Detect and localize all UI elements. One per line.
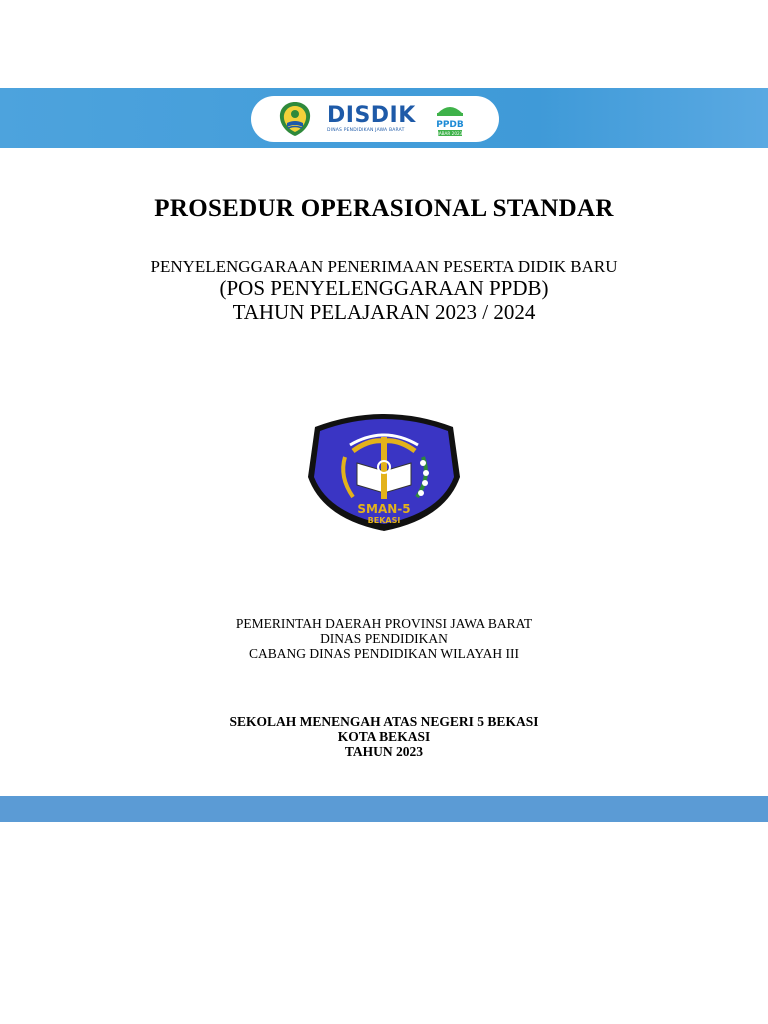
document-subtitle-3: TAHUN PELAJARAN 2023 / 2024 xyxy=(232,300,536,324)
ppdb-logo-icon xyxy=(430,99,470,139)
document-subtitle-1: PENYELENGGARAAN PENERIMAAN PESERTA DIDIK BARU xyxy=(150,257,618,276)
government-line-2: DINAS PENDIDIKAN xyxy=(320,631,448,646)
footer-band xyxy=(0,796,768,822)
school-name: SEKOLAH MENENGAH ATAS NEGERI 5 BEKASI xyxy=(229,714,539,729)
disdik-wordmark: DISDIK xyxy=(327,102,416,128)
ppdb-subtitle: JABAR 2023 xyxy=(437,130,463,136)
disdik-subtitle: DINAS PENDIDIKAN JAWA BARAT xyxy=(327,127,405,133)
document-title: PROSEDUR OPERASIONAL STANDAR xyxy=(154,195,614,222)
school-year: TAHUN 2023 xyxy=(344,744,424,759)
government-line-3: CABANG DINAS PENDIDIKAN WILAYAH III xyxy=(249,646,519,661)
sman5-bekasi-logo-icon xyxy=(305,407,463,533)
ppdb-wordmark: PPDB xyxy=(436,120,464,130)
school-logo-text-2: BEKASI xyxy=(367,516,401,525)
disdik-logo xyxy=(327,102,416,134)
header-logo-strip xyxy=(251,96,499,142)
document-subtitle-2: (POS PENYELENGGARAAN PPDB) xyxy=(219,276,549,300)
school-logo-text-1: SMAN-5 xyxy=(357,502,411,516)
jawa-barat-emblem-icon xyxy=(275,99,315,139)
school-city: KOTA BEKASI xyxy=(337,729,431,744)
government-line-1: PEMERINTAH DAERAH PROVINSI JAWA BARAT xyxy=(235,616,533,631)
